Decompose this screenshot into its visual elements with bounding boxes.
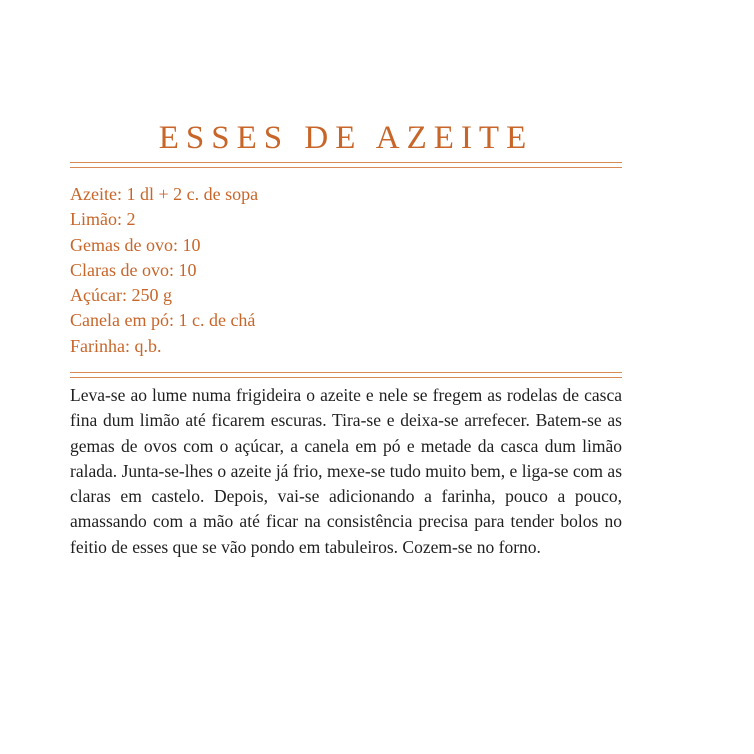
recipe-page — [70, 0, 622, 754]
ingredient-item: Claras de ovo: 10 — [70, 259, 197, 280]
ingredient-item: Azeite: 1 dl + 2 c. de sopa — [70, 184, 259, 204]
ingredient-item: Açúcar: 250 g — [70, 285, 172, 306]
ingredient-item: Gemas de ovo: 10 — [70, 234, 201, 255]
ingredient-item: Canela em pó: 1 c. de chá — [70, 310, 256, 331]
ingredients-divider — [70, 372, 622, 378]
title-divider — [70, 162, 622, 168]
recipe-title: ESSES DE AZEITE — [158, 120, 534, 156]
method-paragraph: Leva-se ao lume numa frigideira o azeite e nele se fregem as rodelas de casca fina dum limão até ficarem escuras. Tira-se e deixa-se arrefecer. Batem-se as gemas de ovos com o açúcar, a canela em pó e metade da casca dum limão ralada. Junta-se-lhes o azeite já frio, mexe-se tudo muito bem, e liga-se com as claras em castelo. Depois, vai-se adicionando a farinha, pouco a pouco, amassando com a mão até ficar na consistência precisa para tender bolos no feitio de esses que se vão pondo em tabuleiros. Cozem-se no forno. — [70, 385, 622, 557]
ingredient-item: Limão: 2 — [70, 209, 136, 230]
ingredient-item: Farinha: q.b. — [70, 335, 162, 356]
ingredient-list — [70, 182, 258, 359]
